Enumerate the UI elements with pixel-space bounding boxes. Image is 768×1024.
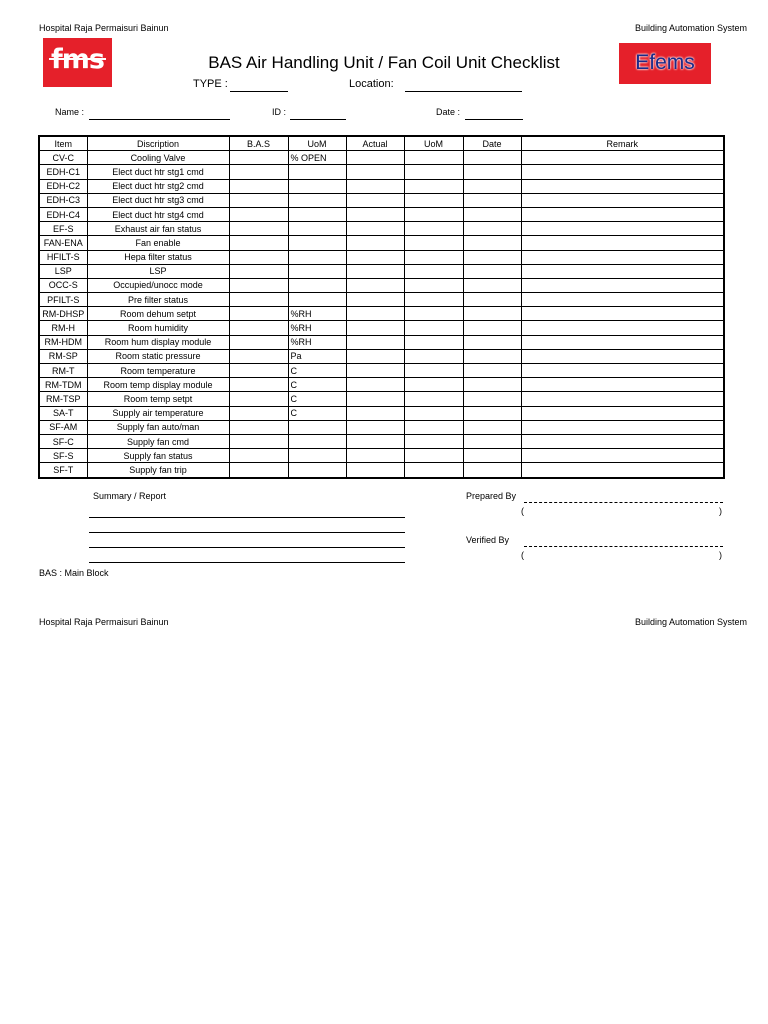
date-cell[interactable] [463, 222, 521, 236]
item-code-cell: SA-T [39, 406, 87, 420]
table-row [39, 293, 724, 307]
item-code-cell: EDH-C3 [39, 193, 87, 207]
description-cell: Elect duct htr stg4 cmd [87, 207, 229, 221]
item-code-cell: RM-T [39, 364, 87, 378]
actual-uom-cell[interactable] [404, 364, 463, 378]
remark-cell[interactable] [521, 420, 724, 434]
column-header: UoM [288, 136, 346, 151]
bas-cell[interactable] [229, 463, 288, 478]
remark-cell[interactable] [521, 378, 724, 392]
item-code-cell: PFILT-S [39, 293, 87, 307]
table-header-row [39, 136, 724, 151]
remark-cell[interactable] [521, 250, 724, 264]
item-code-cell: EDH-C2 [39, 179, 87, 193]
date-cell[interactable] [463, 151, 521, 165]
bas-cell[interactable] [229, 335, 288, 349]
item-code-cell: EDH-C4 [39, 207, 87, 221]
actual-cell[interactable] [346, 434, 404, 448]
actual-uom-cell[interactable] [404, 207, 463, 221]
uom-cell [288, 236, 346, 250]
remark-cell[interactable] [521, 449, 724, 463]
description-cell: Elect duct htr stg2 cmd [87, 179, 229, 193]
header-hospital: Hospital Raja Permaisuri Bainun [39, 23, 169, 33]
uom-cell: C [288, 364, 346, 378]
table-row [39, 264, 724, 278]
actual-cell[interactable] [346, 364, 404, 378]
description-cell: Room dehum setpt [87, 307, 229, 321]
uom-cell: % OPEN [288, 151, 346, 165]
table-row [39, 378, 724, 392]
remark-cell[interactable] [521, 264, 724, 278]
table-row [39, 364, 724, 378]
uom-cell [288, 434, 346, 448]
actual-uom-cell[interactable] [404, 349, 463, 363]
remark-cell[interactable] [521, 236, 724, 250]
item-code-cell: CV-C [39, 151, 87, 165]
description-cell: Fan enable [87, 236, 229, 250]
uom-cell [288, 165, 346, 179]
actual-cell[interactable] [346, 193, 404, 207]
bas-cell[interactable] [229, 179, 288, 193]
date-cell[interactable] [463, 420, 521, 434]
uom-cell [288, 250, 346, 264]
date-label: Date : [436, 107, 461, 117]
date-cell[interactable] [463, 378, 521, 392]
table-row [39, 278, 724, 292]
bas-cell[interactable] [229, 250, 288, 264]
uom-cell: Pa [288, 349, 346, 363]
description-cell: Room humidity [87, 321, 229, 335]
actual-cell[interactable] [346, 420, 404, 434]
item-code-cell: SF-T [39, 463, 87, 478]
table-row [39, 406, 724, 420]
verified-by-label: Verified By [466, 535, 510, 545]
item-code-cell: SF-S [39, 449, 87, 463]
date-cell[interactable] [463, 250, 521, 264]
date-cell[interactable] [463, 293, 521, 307]
remark-cell[interactable] [521, 321, 724, 335]
efems-logo-text: Efems [635, 51, 695, 74]
footer-hospital: Hospital Raja Permaisuri Bainun [39, 617, 169, 627]
item-code-cell: HFILT-S [39, 250, 87, 264]
actual-uom-cell[interactable] [404, 406, 463, 420]
column-header: Date [463, 136, 521, 151]
actual-uom-cell[interactable] [404, 449, 463, 463]
prepared-by-signature-line[interactable] [524, 502, 723, 503]
date-cell[interactable] [463, 349, 521, 363]
column-header: B.A.S [229, 136, 288, 151]
location-field-line[interactable] [405, 91, 522, 92]
bas-cell[interactable] [229, 321, 288, 335]
date-cell[interactable] [463, 449, 521, 463]
uom-cell [288, 420, 346, 434]
remark-cell[interactable] [521, 278, 724, 292]
date-cell[interactable] [463, 179, 521, 193]
summary-label: Summary / Report [93, 491, 167, 501]
actual-uom-cell[interactable] [404, 151, 463, 165]
remark-cell[interactable] [521, 463, 724, 478]
id-label: ID : [272, 107, 287, 117]
table-row [39, 222, 724, 236]
table-row [39, 307, 724, 321]
uom-cell [288, 222, 346, 236]
actual-cell[interactable] [346, 307, 404, 321]
checklist-body [39, 151, 724, 478]
item-code-cell: FAN-ENA [39, 236, 87, 250]
actual-cell[interactable] [346, 335, 404, 349]
remark-cell[interactable] [521, 222, 724, 236]
description-cell: Pre filter status [87, 293, 229, 307]
uom-cell: C [288, 378, 346, 392]
remark-cell[interactable] [521, 293, 724, 307]
item-code-cell: RM-DHSP [39, 307, 87, 321]
item-code-cell: EDH-C1 [39, 165, 87, 179]
summary-line[interactable] [89, 517, 405, 518]
table-row [39, 151, 724, 165]
description-cell: Room temperature [87, 364, 229, 378]
actual-uom-cell[interactable] [404, 335, 463, 349]
date-cell[interactable] [463, 193, 521, 207]
table-row [39, 193, 724, 207]
item-code-cell: RM-SP [39, 349, 87, 363]
description-cell: Occupied/unocc mode [87, 278, 229, 292]
uom-cell [288, 179, 346, 193]
actual-cell[interactable] [346, 406, 404, 420]
verified-by-signature-line[interactable] [524, 546, 723, 547]
actual-cell[interactable] [346, 463, 404, 478]
table-row [39, 420, 724, 434]
remark-cell[interactable] [521, 179, 724, 193]
remark-cell[interactable] [521, 392, 724, 406]
bas-cell[interactable] [229, 293, 288, 307]
actual-cell[interactable] [346, 278, 404, 292]
remark-cell[interactable] [521, 406, 724, 420]
actual-cell[interactable] [346, 179, 404, 193]
item-code-cell: RM-TDM [39, 378, 87, 392]
description-cell: Elect duct htr stg3 cmd [87, 193, 229, 207]
verified-close-paren: ) [719, 550, 722, 560]
actual-uom-cell[interactable] [404, 463, 463, 478]
actual-uom-cell[interactable] [404, 236, 463, 250]
bas-cell[interactable] [229, 307, 288, 321]
uom-cell: %RH [288, 307, 346, 321]
actual-uom-cell[interactable] [404, 293, 463, 307]
actual-uom-cell[interactable] [404, 307, 463, 321]
column-header: UoM [404, 136, 463, 151]
actual-uom-cell[interactable] [404, 378, 463, 392]
summary-line[interactable] [89, 562, 405, 563]
date-cell[interactable] [463, 463, 521, 478]
description-cell: Cooling Valve [87, 151, 229, 165]
bas-cell[interactable] [229, 420, 288, 434]
bas-cell[interactable] [229, 264, 288, 278]
actual-uom-cell[interactable] [404, 179, 463, 193]
date-cell[interactable] [463, 307, 521, 321]
table-row [39, 335, 724, 349]
summary-line[interactable] [89, 532, 405, 533]
uom-cell: C [288, 406, 346, 420]
description-cell: Supply fan auto/man [87, 420, 229, 434]
column-header: Remark [521, 136, 724, 151]
actual-uom-cell[interactable] [404, 321, 463, 335]
description-cell: Supply fan cmd [87, 434, 229, 448]
uom-cell [288, 293, 346, 307]
description-cell: Room temp display module [87, 378, 229, 392]
fms-logo-text: fms [51, 44, 104, 75]
table-row [39, 179, 724, 193]
date-cell[interactable] [463, 434, 521, 448]
uom-cell [288, 193, 346, 207]
remark-cell[interactable] [521, 165, 724, 179]
date-cell[interactable] [463, 264, 521, 278]
date-field-line[interactable] [465, 119, 523, 120]
description-cell: LSP [87, 264, 229, 278]
bas-cell[interactable] [229, 392, 288, 406]
description-cell: Supply air temperature [87, 406, 229, 420]
header-system: Building Automation System [634, 23, 747, 33]
actual-cell[interactable] [346, 349, 404, 363]
bas-cell[interactable] [229, 151, 288, 165]
actual-cell[interactable] [346, 321, 404, 335]
bas-cell[interactable] [229, 207, 288, 221]
item-code-cell: RM-H [39, 321, 87, 335]
column-header: Actual [346, 136, 404, 151]
checklist-table [38, 135, 725, 479]
actual-uom-cell[interactable] [404, 222, 463, 236]
actual-cell[interactable] [346, 151, 404, 165]
bas-cell[interactable] [229, 364, 288, 378]
location-label: Location: [349, 78, 394, 90]
name-label: Name : [55, 107, 85, 117]
actual-cell[interactable] [346, 449, 404, 463]
actual-cell[interactable] [346, 250, 404, 264]
table-row [39, 207, 724, 221]
prepared-close-paren: ) [719, 506, 722, 516]
column-header: Discription [87, 136, 229, 151]
actual-cell[interactable] [346, 378, 404, 392]
description-cell: Hepa filter status [87, 250, 229, 264]
table-row [39, 236, 724, 250]
description-cell: Supply fan status [87, 449, 229, 463]
block-note: BAS : Main Block [39, 568, 109, 578]
id-field-line[interactable] [290, 119, 346, 120]
bas-cell[interactable] [229, 278, 288, 292]
date-cell[interactable] [463, 392, 521, 406]
remark-cell[interactable] [521, 151, 724, 165]
prepared-open-paren: ( [521, 506, 524, 516]
actual-uom-cell[interactable] [404, 420, 463, 434]
document-title: BAS Air Handling Unit / Fan Coil Unit Checklist [208, 53, 560, 72]
remark-cell[interactable] [521, 349, 724, 363]
uom-cell: %RH [288, 335, 346, 349]
remark-cell[interactable] [521, 364, 724, 378]
date-cell[interactable] [463, 406, 521, 420]
table-row [39, 392, 724, 406]
summary-line[interactable] [89, 547, 405, 548]
date-cell[interactable] [463, 321, 521, 335]
remark-cell[interactable] [521, 307, 724, 321]
uom-cell [288, 264, 346, 278]
uom-cell: %RH [288, 321, 346, 335]
name-field-line[interactable] [89, 119, 230, 120]
item-code-cell: SF-C [39, 434, 87, 448]
table-row [39, 349, 724, 363]
actual-uom-cell[interactable] [404, 250, 463, 264]
uom-cell [288, 463, 346, 478]
uom-cell: C [288, 392, 346, 406]
bas-cell[interactable] [229, 449, 288, 463]
actual-cell[interactable] [346, 293, 404, 307]
remark-cell[interactable] [521, 434, 724, 448]
date-cell[interactable] [463, 364, 521, 378]
uom-cell [288, 207, 346, 221]
uom-cell [288, 449, 346, 463]
actual-cell[interactable] [346, 165, 404, 179]
item-code-cell: RM-HDM [39, 335, 87, 349]
actual-cell[interactable] [346, 264, 404, 278]
item-code-cell: EF-S [39, 222, 87, 236]
column-header: Item [39, 136, 87, 151]
date-cell[interactable] [463, 236, 521, 250]
table-row [39, 434, 724, 448]
table-row [39, 165, 724, 179]
date-cell[interactable] [463, 278, 521, 292]
remark-cell[interactable] [521, 207, 724, 221]
actual-uom-cell[interactable] [404, 434, 463, 448]
bas-cell[interactable] [229, 378, 288, 392]
actual-uom-cell[interactable] [404, 165, 463, 179]
description-cell: Elect duct htr stg1 cmd [87, 165, 229, 179]
type-label: TYPE : [193, 78, 228, 90]
verified-open-paren: ( [521, 550, 524, 560]
item-code-cell: OCC-S [39, 278, 87, 292]
bas-cell[interactable] [229, 236, 288, 250]
bas-cell[interactable] [229, 222, 288, 236]
actual-cell[interactable] [346, 392, 404, 406]
item-code-cell: SF-AM [39, 420, 87, 434]
remark-cell[interactable] [521, 193, 724, 207]
actual-uom-cell[interactable] [404, 278, 463, 292]
uom-cell [288, 278, 346, 292]
type-field-line[interactable] [230, 91, 288, 92]
date-cell[interactable] [463, 335, 521, 349]
actual-cell[interactable] [346, 236, 404, 250]
table-row [39, 321, 724, 335]
date-cell[interactable] [463, 165, 521, 179]
actual-uom-cell[interactable] [404, 264, 463, 278]
bas-cell[interactable] [229, 165, 288, 179]
description-cell: Room hum display module [87, 335, 229, 349]
prepared-by-label: Prepared By [466, 491, 517, 501]
remark-cell[interactable] [521, 335, 724, 349]
bas-cell[interactable] [229, 349, 288, 363]
table-row [39, 250, 724, 264]
footer-system: Building Automation System [634, 617, 747, 627]
bas-cell[interactable] [229, 406, 288, 420]
actual-cell[interactable] [346, 207, 404, 221]
description-cell: Exhaust air fan status [87, 222, 229, 236]
bas-cell[interactable] [229, 434, 288, 448]
actual-uom-cell[interactable] [404, 193, 463, 207]
item-code-cell: RM-TSP [39, 392, 87, 406]
actual-uom-cell[interactable] [404, 392, 463, 406]
description-cell: Supply fan trip [87, 463, 229, 478]
bas-cell[interactable] [229, 193, 288, 207]
item-code-cell: LSP [39, 264, 87, 278]
actual-cell[interactable] [346, 222, 404, 236]
date-cell[interactable] [463, 207, 521, 221]
table-row [39, 463, 724, 478]
description-cell: Room static pressure [87, 349, 229, 363]
description-cell: Room temp setpt [87, 392, 229, 406]
table-row [39, 449, 724, 463]
